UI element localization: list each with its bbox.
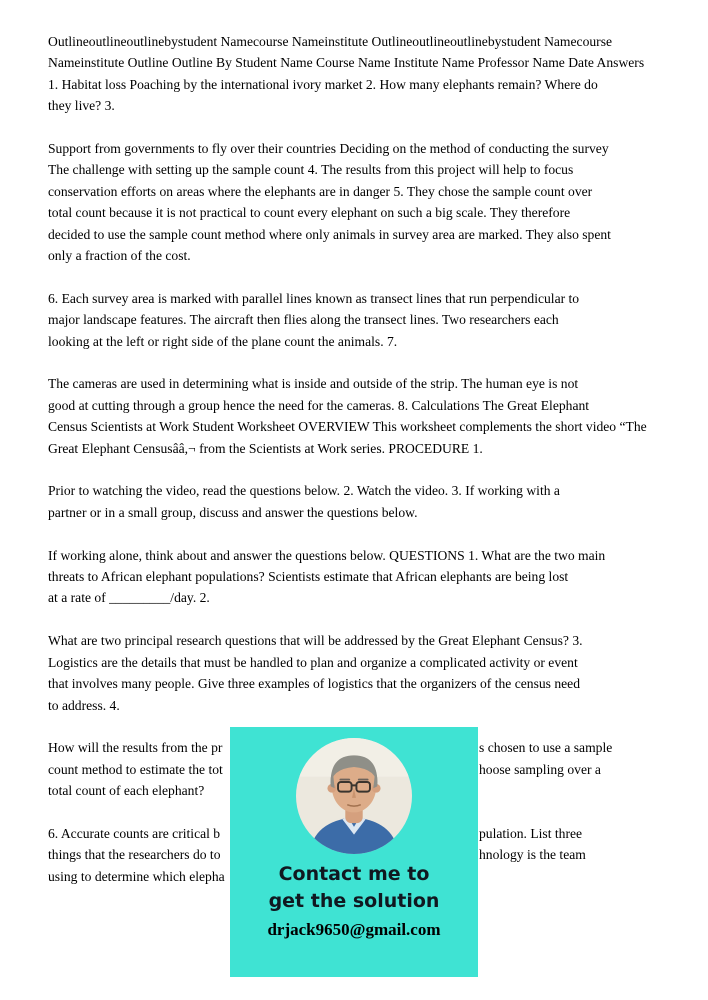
portrait-photo xyxy=(296,738,412,854)
paragraph xyxy=(48,288,666,352)
paragraph xyxy=(48,31,666,117)
text-line: total count because it is not practical to count every elephant on such a big scale. They therefore xyxy=(48,205,571,221)
text-line: major landscape features. The aircraft then flies along the transect lines. Two researchers each xyxy=(48,312,559,328)
text-line: good at cutting through a group hence the need for the cameras. 8. Calculations The Great Elephant xyxy=(48,397,590,413)
text-fragment-right: pulation. List three xyxy=(479,825,583,841)
text-line: Logistics are the details that must be handled to plan and organize a complicated activity or event xyxy=(48,654,578,670)
text-line: only a fraction of the cost. xyxy=(48,248,191,264)
text-line: conservation efforts on areas where the elephants are in danger 5. They chose the sample count over xyxy=(48,183,593,199)
text-fragment-right: hoose sampling over a xyxy=(479,761,601,777)
text-fragment-left: 6. Accurate counts are critical b xyxy=(48,825,221,841)
text-line: that involves many people. Give three examples of logistics that the organizers of the census need xyxy=(48,676,581,692)
text-line: Outlineoutlineoutlinebystudent Namecourse Nameinstitute Outlineoutlineoutlinebystudent Namecourse xyxy=(48,34,613,49)
text-fragment-left: total count of each elephant? xyxy=(48,783,205,799)
text-fragment-left: things that the researchers do to xyxy=(48,847,221,863)
text-line: 1. Habitat loss Poaching by the international ivory market 2. How many elephants remain? Where do xyxy=(48,76,598,92)
text-fragment-right: hnology is the team xyxy=(479,847,586,863)
paragraph xyxy=(48,138,666,266)
text-fragment-left: using to determine which elepha xyxy=(48,868,225,884)
text-line: The challenge with setting up the sample count 4. The results from this project will help to focus xyxy=(48,162,574,178)
avatar xyxy=(296,738,412,854)
text-line: at a rate of _________/day. 2. xyxy=(48,590,210,606)
text-line: If working alone, think about and answer the questions below. QUESTIONS 1. What are the two main xyxy=(48,547,606,563)
text-line: looking at the left or right side of the plane count the animals. 7. xyxy=(48,333,398,349)
text-fragment-left: How will the results from the pr xyxy=(48,740,223,756)
text-line: Census Scientists at Work Student Worksheet OVERVIEW This worksheet complements the short video “The xyxy=(48,419,647,435)
text-line: 6. Each survey area is marked with parallel lines known as transect lines that run perpendicular to xyxy=(48,290,580,306)
paragraph xyxy=(48,373,666,459)
text-line: Great Elephant Censusââ,¬ from the Scientists at Work series. PROCEDURE 1. xyxy=(48,440,483,456)
text-line: What are two principal research questions that will be addressed by the Great Elephant Census? 3. xyxy=(48,633,583,649)
text-fragment-right: s chosen to use a sample xyxy=(479,740,613,756)
text-line: decided to use the sample count method where only animals in survey area are marked. They also spent xyxy=(48,226,611,242)
paragraph xyxy=(48,480,666,523)
text-fragment-left: count method to estimate the tot xyxy=(48,761,223,777)
text-line: they live? 3. xyxy=(48,98,115,114)
text-line: Prior to watching the video, read the questions below. 2. Watch the video. 3. If working with a xyxy=(48,483,560,499)
contact-cta-line2: get the solution xyxy=(268,890,440,912)
text-line: partner or in a small group, discuss and answer the questions below. xyxy=(48,504,418,520)
contact-cta-line1: Contact me to xyxy=(278,863,430,885)
text-line: Nameinstitute Outline Outline By Student Name Course Name Institute Name Professor Name Date Answers xyxy=(48,55,645,71)
contact-card xyxy=(230,727,478,977)
contact-email: drjack9650@gmail.com xyxy=(267,920,441,939)
text-line: The cameras are used in determining what is inside and outside of the strip. The human eye is not xyxy=(48,376,579,392)
text-line: to address. 4. xyxy=(48,697,120,713)
paragraph xyxy=(48,545,666,609)
text-line: Support from governments to fly over their countries Deciding on the method of conducting the survey xyxy=(48,141,609,157)
text-line: threats to African elephant populations? Scientists estimate that African elephants are being lost xyxy=(48,569,569,585)
paragraph xyxy=(48,630,666,716)
